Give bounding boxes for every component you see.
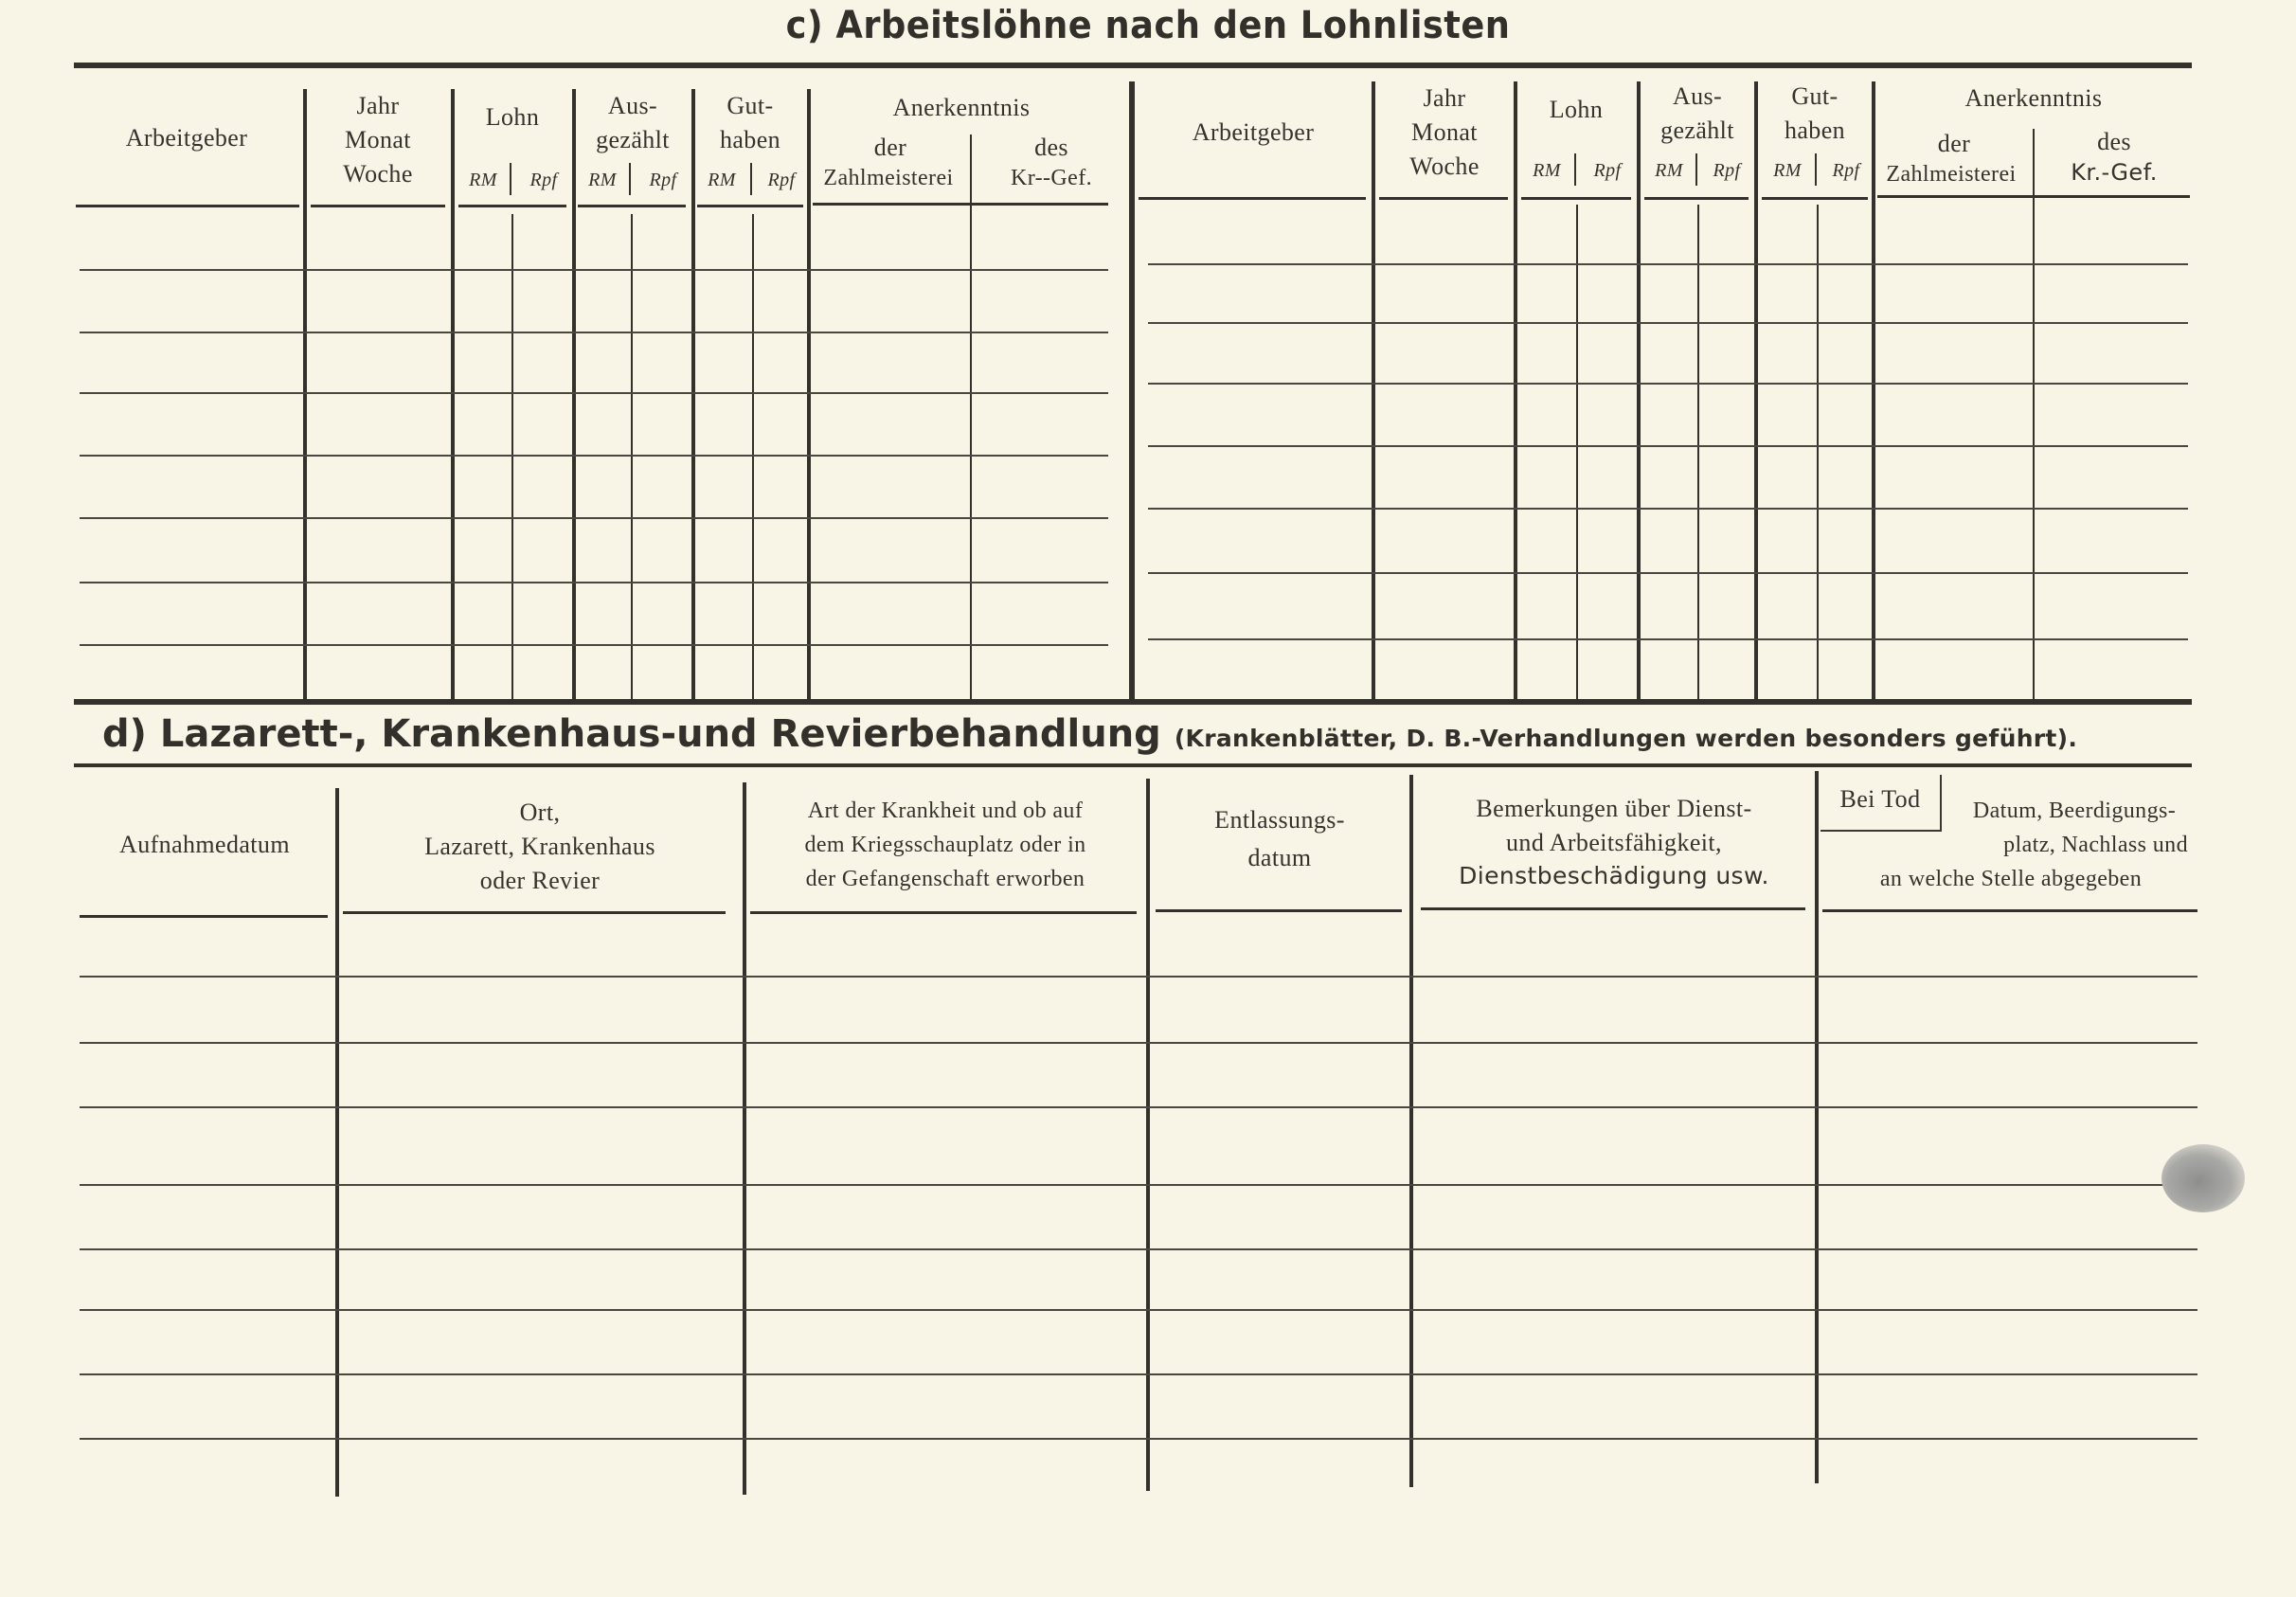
header-bemerkungen-3: Dienstbeschädigung usw. [1459,862,1769,889]
header-datum-1: Datum, Beerdigungs- [1972,798,2177,823]
sub-divider [1574,153,1576,186]
header-zahlmeisterei: Zahlmeisterei [1886,162,2017,187]
header-gezahlt: gezählt [1660,117,1734,144]
section-d-top-rule [74,763,2192,767]
sub-rpf: Rpf [1593,160,1622,181]
sub-divider [1695,153,1697,186]
section-c-title: c) Arbeitslöhne nach den Lohnlisten [785,4,1511,47]
header-lohn: Lohn [485,103,540,131]
sub-divider [629,163,631,195]
header-art-3: der Gefangenschaft erworben [805,867,1085,891]
sub-rm: RM [1533,160,1561,181]
sub-rpf: Rpf [767,170,796,190]
sub-rpf: Rpf [1713,160,1741,181]
header-des: des [1034,134,1068,161]
header-entlassungsdatum: datum [1247,844,1312,871]
header-gut: Gut- [1791,82,1839,110]
header-entlassungs: Entlassungs- [1214,806,1345,834]
header-ort-3: oder Revier [479,867,601,894]
section-d-title-text: d) Lazarett-, Krankenhaus-und Revierbehandlung [102,712,1161,756]
header-ort-2: Lazarett, Krankenhaus [424,833,655,860]
header-datum-2: platz, Nachlass und [2003,833,2188,857]
header-haben: haben [719,126,781,153]
header-bemerkungen-1: Bemerkungen über Dienst- [1476,795,1752,822]
header-woche: Woche [1409,153,1480,180]
header-arbeitgeber: Arbeitgeber [125,124,248,152]
header-jahr: Jahr [1423,84,1466,112]
section-d-subtitle: (Krankenblätter, D. B.-Verhandlungen werden besonders geführt). [1174,725,2078,752]
header-anerkenntnis: Anerkenntnis [1964,84,2103,112]
sub-rm: RM [1655,160,1683,181]
header-monat: Monat [345,126,411,153]
header-ort-1: Ort, [519,798,561,826]
header-krgef-right: Kr.-Gef. [2071,159,2158,186]
header-krgef-left: Kr--Gef. [1010,166,1092,190]
header-datum-3: an welche Stelle abgegeben [1879,867,2143,891]
sub-rm: RM [588,170,617,190]
sub-divider [1815,153,1817,186]
header-woche: Woche [343,160,413,188]
section-c-top-rule [74,63,2192,68]
header-der: der [873,134,907,161]
header-gut: Gut- [726,92,774,119]
header-arbeitgeber: Arbeitgeber [1192,118,1315,146]
header-anerkenntnis: Anerkenntnis [892,94,1031,121]
header-bemerkungen-2: und Arbeitsfähigkeit, [1506,829,1722,856]
header-bei-tod: Bei Tod [1839,785,1921,813]
header-aus: Aus- [1672,82,1723,110]
sub-divider [750,163,752,195]
sub-rm: RM [708,170,736,190]
header-des: des [2097,128,2131,155]
header-art-2: dem Kriegsschauplatz oder in [804,833,1086,857]
section-d-title [102,712,2077,756]
header-art-1: Art der Krankheit und ob auf [807,798,1084,823]
header-monat: Monat [1411,118,1478,146]
header-aus: Aus- [607,92,658,119]
sub-rm: RM [469,170,497,190]
header-lohn: Lohn [1549,96,1604,123]
sub-rm: RM [1773,160,1802,181]
sub-rpf: Rpf [1832,160,1860,181]
header-haben: haben [1784,117,1846,144]
header-jahr: Jahr [356,92,400,119]
header-gezahlt: gezählt [596,126,670,153]
punch-hole [2161,1144,2245,1212]
sub-rpf: Rpf [529,170,558,190]
header-zahlmeisterei: Zahlmeisterei [823,166,954,190]
sub-divider [510,163,511,195]
header-aufnahmedatum: Aufnahmedatum [119,831,290,858]
sub-rpf: Rpf [649,170,677,190]
header-der: der [1937,130,1971,157]
